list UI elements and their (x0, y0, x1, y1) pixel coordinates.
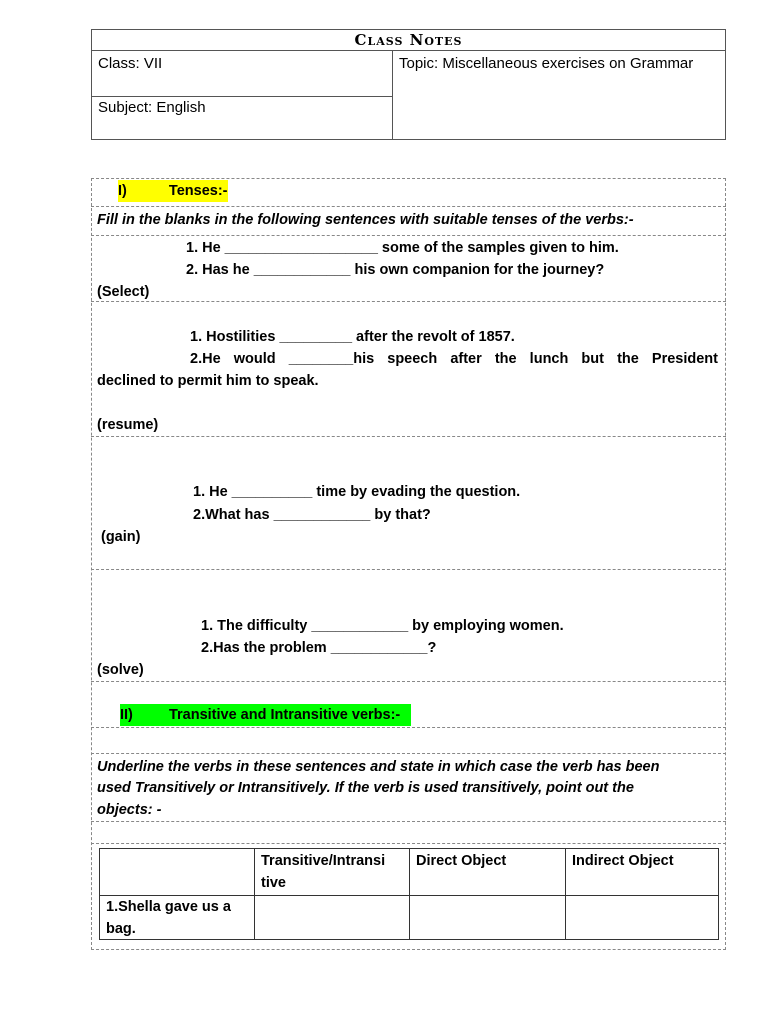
section2-number: II) (120, 707, 133, 723)
section1-number: I) (118, 183, 127, 199)
section1-heading (118, 180, 228, 202)
exercise-sentence: declined to permit him to speak. (97, 373, 319, 389)
topic-label: Topic: Miscellaneous exercises on Grammar (399, 55, 694, 72)
exercise-sentence: 2.Has the problem ____________? (201, 640, 437, 656)
class-notes-header (91, 29, 726, 140)
row-divider (91, 301, 726, 302)
exercise-sentence: 1. Hostilities _________ after the revolt of 1857. (190, 329, 515, 345)
worksheet (91, 178, 726, 950)
exercise-sentence: 1. The difficulty ____________ by employing women. (201, 618, 564, 634)
exercise-sentence: 1. He ___________________ some of the samples given to him. (186, 240, 619, 256)
sheet-border (91, 178, 92, 950)
row-divider (91, 949, 726, 950)
subject-label: Subject: English (98, 99, 206, 116)
exercise-sentence: 2.He would ________his speech after the lunch but the President (190, 351, 718, 367)
table-col-divider (254, 849, 255, 939)
section2-title: Transitive and Intransitive verbs:- (168, 707, 401, 723)
section1-instruction: Fill in the blanks in the following sentences with suitable tenses of the verbs:- (97, 212, 634, 228)
exercise-sentence: 2. Has he ____________ his own companion for the journey? (186, 262, 605, 278)
verb-hint: (Select) (97, 284, 150, 300)
exercise-sentence: 1. He __________ time by evading the question. (193, 484, 521, 500)
row-divider (91, 436, 726, 437)
table-col-divider (409, 849, 410, 939)
header-divider (392, 50, 393, 140)
row-divider (91, 843, 726, 844)
verb-hint: (resume) (97, 417, 159, 433)
section2-instruction: Underline the verbs in these sentences and state in which case the verb has been (97, 759, 660, 775)
row-divider (91, 569, 726, 570)
row-divider (91, 206, 726, 207)
sheet-border (725, 178, 726, 950)
row-divider (91, 235, 726, 236)
section1-title: Tenses:- (168, 183, 228, 199)
row-divider (91, 753, 726, 754)
verb-hint: (solve) (97, 662, 144, 678)
row-divider (91, 681, 726, 682)
verbs-table (99, 848, 719, 940)
section2-heading (120, 704, 411, 726)
table-col-divider (565, 849, 566, 939)
header-title: Class Notes (354, 31, 463, 49)
row-divider (91, 727, 726, 728)
table-cell-sentence: 1.Shella gave us a bag. (106, 899, 231, 937)
table-header-indirect-object: Indirect Object (572, 853, 674, 869)
verb-hint: (gain) (101, 529, 141, 545)
row-divider (91, 821, 726, 822)
table-header-direct-object: Direct Object (416, 853, 507, 869)
exercise-sentence: 2.What has ____________ by that? (193, 507, 431, 523)
section2-instruction: objects: - (97, 802, 162, 818)
class-label: Class: VII (98, 55, 163, 72)
header-divider (92, 50, 725, 51)
section2-instruction: used Transitively or Intransitively. If the verb is used transitively, point out the (97, 780, 634, 796)
table-header-transitive: Transitive/Intransi tive (261, 853, 386, 891)
row-divider (91, 178, 726, 179)
header-divider (92, 96, 392, 97)
